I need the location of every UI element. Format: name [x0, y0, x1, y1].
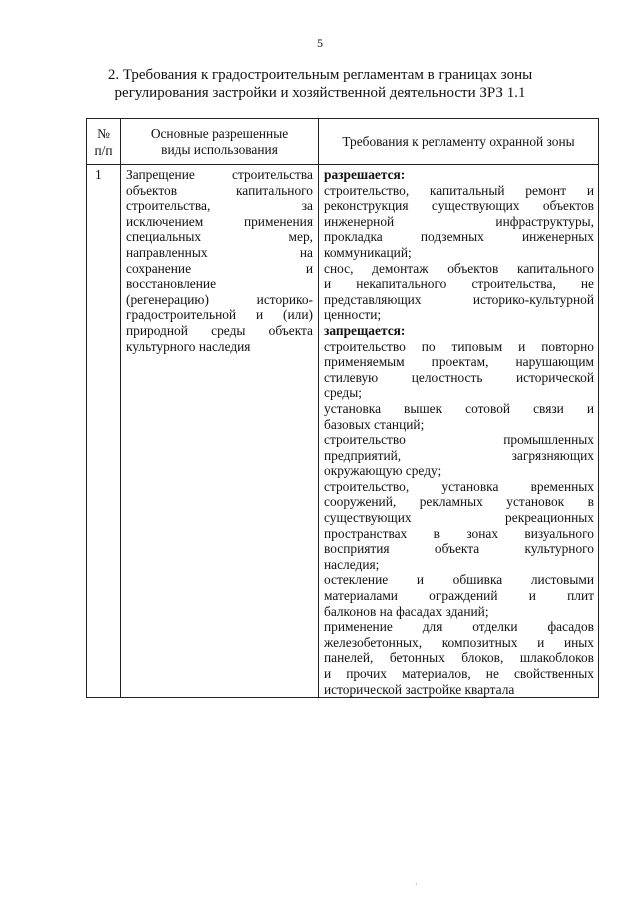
scan-mark: · [415, 880, 418, 889]
allowed-uses-line: направленных на [126, 244, 313, 260]
allowed-uses-line: специальных мер, [126, 229, 313, 245]
header-uses [121, 119, 319, 165]
header-number [87, 119, 121, 165]
requirement-line: строительство по типовым и повторно [324, 338, 594, 354]
table-header-row [87, 119, 599, 165]
requirement-line: и некапитального строительства, не [324, 276, 594, 292]
requirements-cell [319, 165, 599, 698]
requirement-line: остекление и обшивка листовыми [324, 572, 594, 588]
header-uses-line: Основные разрешенные [150, 125, 289, 141]
requirement-line: прокладка подземных инженерных [324, 229, 594, 245]
requirement-line: железобетонных, композитных и иных [324, 634, 594, 650]
allowed-uses-line: строительства, за [126, 198, 313, 214]
requirement-line: восприятия объекта культурного [324, 541, 594, 557]
requirement-line: окружающую среду; [324, 463, 442, 479]
requirement-line: существующих рекреационных [324, 510, 594, 526]
requirement-line: балконов на фасадах зданий; [324, 603, 489, 619]
row-number: 1 [87, 165, 121, 698]
requirement-line: строительство промышленных [324, 432, 594, 448]
allowed-uses-line: исключением применения [126, 213, 313, 229]
requirement-subheading: разрешается: [324, 167, 406, 182]
header-uses-line: виды использования [161, 141, 278, 157]
page-number: 5 [317, 36, 323, 50]
requirement-line: строительство, капитальный ремонт и [324, 182, 594, 198]
table-row [87, 165, 599, 698]
requirement-line: представляющих историко-культурной [324, 291, 594, 307]
requirement-line: наследия; [324, 556, 380, 572]
allowed-uses-line: градостроительной и (или) [126, 307, 313, 323]
allowed-uses-line: восстановление [126, 276, 217, 292]
requirement-line: базовых станций; [324, 416, 425, 432]
allowed-uses-line: культурного наследия [126, 338, 251, 354]
requirement-line: исторической застройке квартала [324, 681, 515, 697]
section-heading [100, 66, 540, 102]
requirement-line: ценности; [324, 307, 382, 323]
regulations-table [86, 118, 599, 698]
heading-line: регулирования застройки и хозяйственной деятельности ЗРЗ 1.1 [114, 85, 526, 101]
header-number-symbol: № [97, 125, 110, 141]
requirement-line: сооружений, рекламных установок в [324, 494, 594, 510]
requirement-line: пространствах в зонах визуального [324, 525, 594, 541]
allowed-uses-line: сохранение и [126, 260, 313, 276]
requirement-line: строительство, установка временных [324, 478, 594, 494]
allowed-uses-line: (регенерацию) историко- [126, 291, 313, 307]
requirement-line: применяемым проектам, нарушающим [324, 354, 594, 370]
requirement-line: среды; [324, 385, 362, 401]
requirement-line: реконструкция существующих объектов [324, 198, 594, 214]
requirement-line: инженерной инфраструктуры, [324, 213, 594, 229]
requirement-line: и прочих материалов, не свойственных [324, 666, 594, 681]
allowed-uses-cell [121, 165, 319, 698]
requirement-line: материалами ограждений и плит [324, 588, 594, 604]
requirement-line: предприятий, загрязняющих [324, 447, 594, 463]
requirement-line: снос, демонтаж объектов капитального [324, 260, 594, 276]
header-requirements: Требования к регламенту охранной зоны [319, 119, 599, 165]
heading-line: 2. Требования к градостроительным регламентам в границах зоны [107, 67, 533, 83]
requirement-line: панелей, бетонных блоков, шлакоблоков [324, 650, 594, 666]
allowed-uses-line: природной среды объекта [126, 322, 313, 338]
requirement-line: применение для отделки фасадов [324, 619, 594, 635]
requirement-line: коммуникаций; [324, 244, 412, 260]
requirement-line: стилевую целостность исторической [324, 369, 594, 385]
requirement-line: установка вышек сотовой связи и [324, 400, 594, 416]
allowed-uses-line: объектов капитального [126, 182, 313, 198]
requirement-subheading: запрещается: [324, 322, 406, 338]
allowed-uses-line: Запрещение строительства [126, 167, 313, 182]
header-number-abbr: п/п [94, 142, 113, 158]
